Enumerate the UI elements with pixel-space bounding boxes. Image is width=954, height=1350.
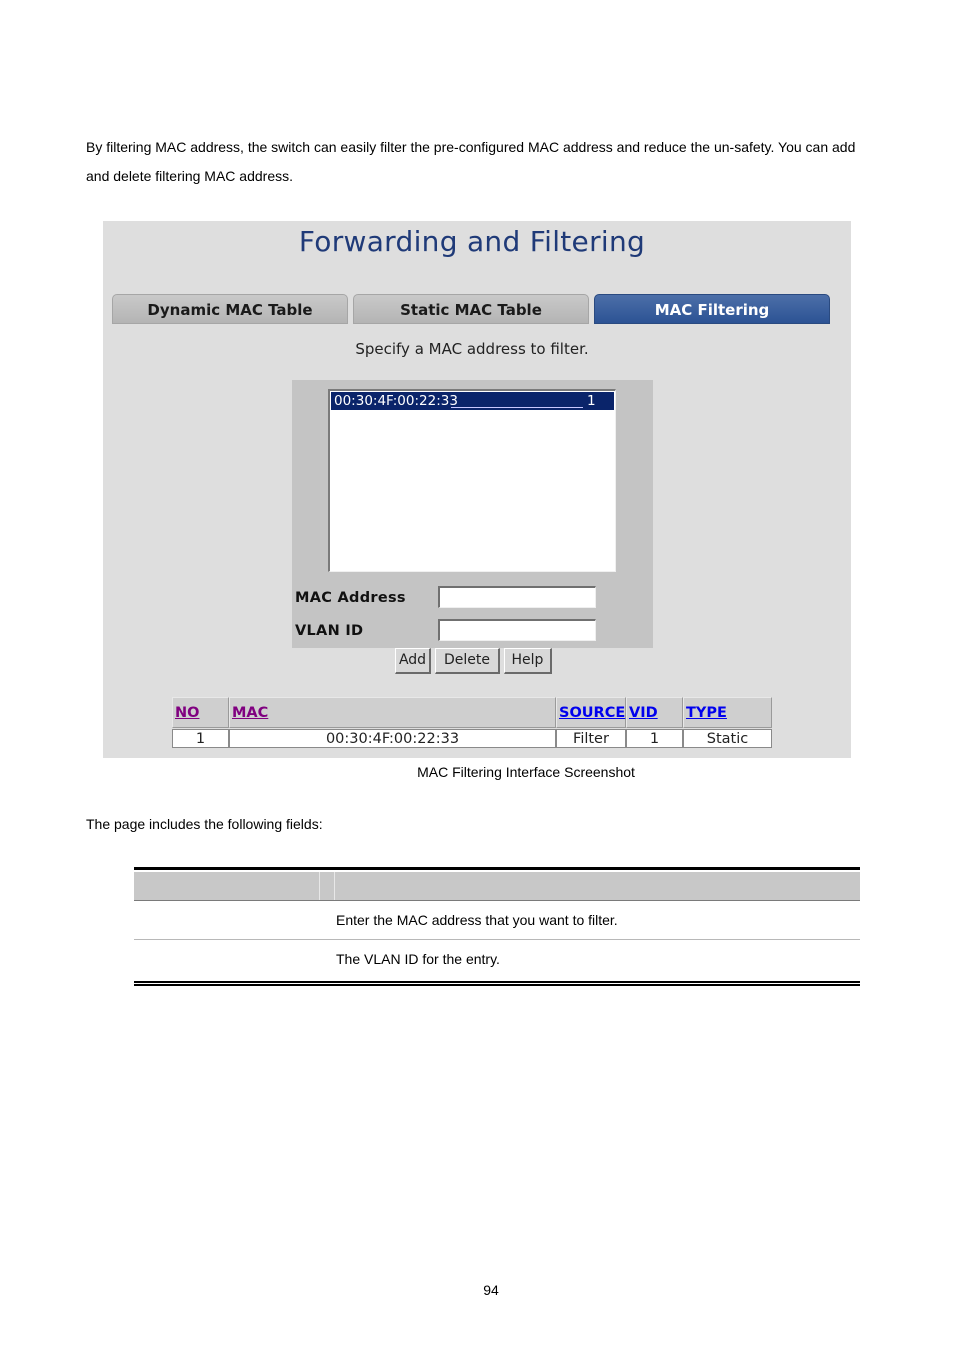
list-item-mac: 00:30:4F:00:22:33 (334, 393, 458, 409)
sort-link-mac[interactable]: MAC (232, 705, 269, 721)
table-cell-no: 1 (172, 729, 229, 748)
table-cell-source: Filter (556, 729, 626, 748)
table-bottom-rule (134, 981, 860, 983)
column-header-type[interactable] (683, 697, 772, 728)
delete-button[interactable]: Delete (435, 648, 500, 674)
mac-address-input[interactable] (438, 586, 596, 608)
table-top-rule (134, 867, 860, 870)
filter-form-panel (292, 380, 653, 648)
page-number: 94 (483, 1282, 499, 1298)
table-cell-type: Static (683, 729, 772, 748)
list-item-vid: 1 (587, 393, 596, 409)
mac-filter-listbox[interactable] (328, 389, 616, 572)
header-separator (319, 872, 335, 900)
tab-mac-filtering[interactable]: MAC Filtering (594, 294, 830, 324)
intro-paragraph: By filtering MAC address, the switch can easily filter the pre-configured MAC address and reduce the un-safety. You can add and delete filtering MAC address. (86, 139, 856, 184)
column-header-no[interactable] (172, 697, 229, 728)
help-button[interactable]: Help (504, 648, 552, 674)
table-cell-vid: 1 (626, 729, 683, 748)
table-cell-mac: 00:30:4F:00:22:33 (229, 729, 556, 748)
column-header-source[interactable] (556, 697, 626, 728)
mac-filtering-screenshot (103, 221, 851, 758)
sort-link-vid[interactable]: VID (629, 705, 658, 721)
mac-filter-table (172, 697, 775, 749)
fields-table-header (134, 872, 860, 901)
column-header-vid[interactable] (626, 697, 683, 728)
add-button[interactable]: Add (395, 648, 431, 674)
vlan-id-input[interactable] (438, 619, 596, 641)
vlan-id-label: VLAN ID (295, 623, 364, 639)
figure-caption: MAC Filtering Interface Screenshot (417, 764, 635, 780)
list-item-selected[interactable] (331, 392, 614, 410)
mac-address-label: MAC Address (295, 590, 406, 606)
table-row (134, 940, 860, 978)
fields-intro: The page includes the following fields: (86, 816, 323, 832)
column-header-mac[interactable] (229, 697, 556, 728)
row-description: The VLAN ID for the entry. (336, 951, 500, 967)
sort-link-no[interactable]: NO (175, 705, 200, 721)
sort-link-source[interactable]: SOURCE (559, 705, 626, 721)
list-item-underline (451, 407, 583, 408)
table-row (134, 901, 860, 940)
sort-link-type[interactable]: TYPE (686, 705, 727, 721)
filter-prompt: Specify a MAC address to filter. (355, 340, 589, 358)
tab-dynamic-mac-table[interactable]: Dynamic MAC Table (112, 294, 348, 324)
page-title: Forwarding and Filtering (298, 225, 646, 258)
tab-static-mac-table[interactable]: Static MAC Table (353, 294, 589, 324)
row-description: Enter the MAC address that you want to filter. (336, 912, 618, 928)
